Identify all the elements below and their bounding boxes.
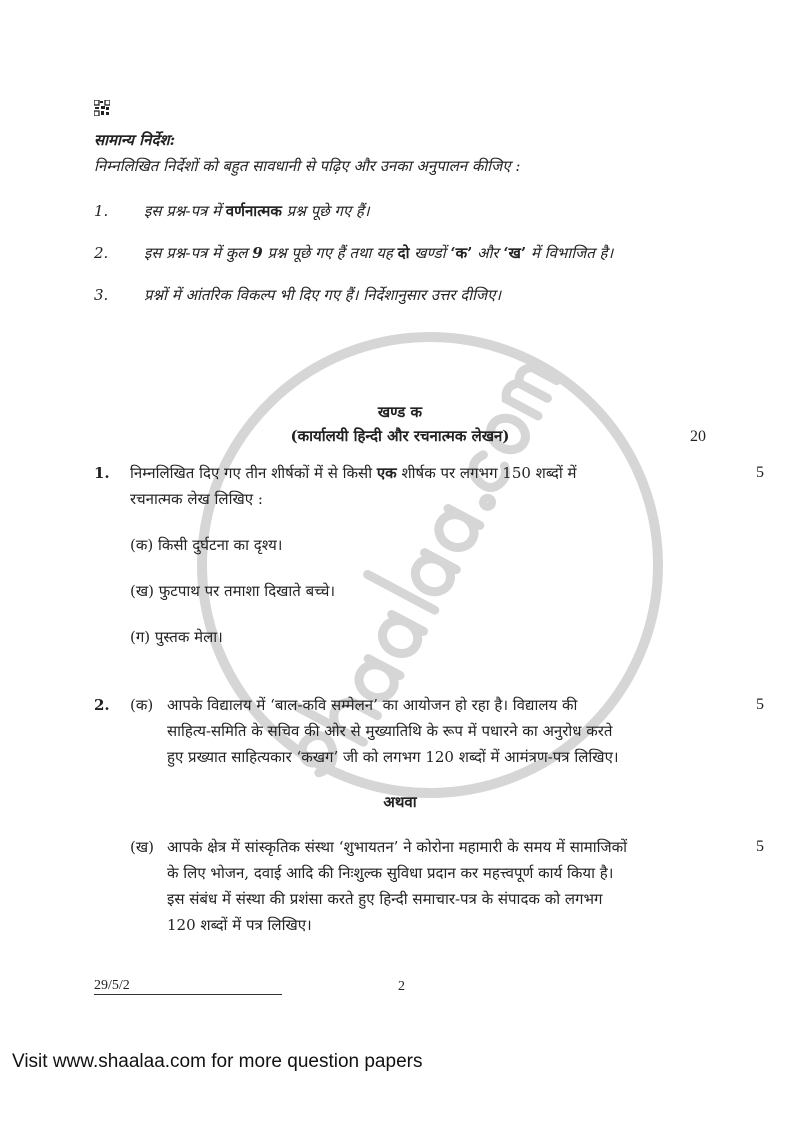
question-text: के लिए भोजन, दवाई आदि की निःशुल्क सुविधा प्रदान कर महत्त्वपूर्ण कार्य किया है। — [167, 864, 614, 882]
question-text: हुए प्रख्यात साहित्यकार ‘कखग’ जी को लगभग 120 शब्दों में आमंत्रण-पत्र लिखिए। — [167, 748, 619, 766]
instruction-item: 1. इस प्रश्न-पत्र में वर्णनात्मक प्रश्न पूछे गए हैं। — [94, 202, 370, 220]
question-2b — [0, 834, 800, 938]
question-1 — [0, 460, 800, 650]
question-text: रचनात्मक लेख लिखिए : — [130, 490, 263, 508]
instructions-intro: निम्नलिखित निर्देशों को बहुत सावधानी से पढ़िए और उनका अनुपालन कीजिए : — [94, 157, 521, 175]
question-text: 120 शब्दों में पत्र लिखिए। — [167, 916, 312, 934]
question-marks: 5 — [756, 838, 764, 855]
or-label: अथवा — [383, 793, 417, 811]
option-item: (ग) पुस्तक मेला। — [130, 628, 223, 646]
question-text: इस संबंध में संस्था की प्रशंसा करते हुए हिन्दी समाचार-पत्र के संपादक को लगभग — [167, 890, 603, 908]
question-text: आपके क्षेत्र में सांस्कृतिक संस्था ‘शुभायतन’ ने कोरोना महामारी के समय में सामाजिकों — [167, 838, 628, 856]
question-marks: 5 — [756, 464, 764, 481]
instruction-item: 3. प्रश्नों में आंतरिक विकल्प भी दिए गए हैं। निर्देशानुसार उत्तर दीजिए। — [94, 286, 502, 304]
option-item: (क) किसी दुर्घटना का दृश्य। — [130, 536, 283, 554]
qr-code-icon — [94, 100, 110, 116]
question-number: 2. — [94, 696, 110, 714]
visit-banner: Visit www.shaalaa.com for more question papers — [12, 1051, 423, 1072]
section-marks: 20 — [690, 428, 706, 445]
question-text: निम्नलिखित दिए गए तीन शीर्षकों में से किसी एक शीर्षक पर लगभग 150 शब्दों में — [130, 464, 577, 482]
page-number: 2 — [398, 979, 405, 994]
footer — [94, 978, 800, 995]
question-text: आपके विद्यालय में ‘बाल-कवि सम्मेलन’ का आयोजन हो रहा है। विद्यालय की — [167, 696, 578, 714]
section-header-row — [0, 424, 800, 450]
paper-code: 29/5/2 — [94, 978, 282, 995]
section-subtitle: (कार्यालयी हिन्दी और रचनात्मक लेखन) — [290, 427, 510, 445]
question-number: 1. — [94, 464, 110, 482]
question-marks: 5 — [756, 696, 764, 713]
option-label: (क) — [130, 696, 154, 714]
instructions-title: सामान्य निर्देश: — [94, 131, 176, 149]
option-item: (ख) फुटपाथ पर तमाशा दिखाते बच्चे। — [130, 582, 336, 600]
question-2a — [0, 692, 800, 770]
option-label: (ख) — [130, 838, 154, 856]
instruction-item: 2. इस प्रश्न-पत्र में कुल 9 प्रश्न पूछे गए हैं तथा यह दो खण्डों ‘क’ और ‘ख’ में विभाजित है। — [94, 244, 614, 262]
section-title: खण्ड क — [377, 403, 423, 421]
question-text: साहित्य-समिति के सचिव की ओर से मुख्यातिथि के रूप में पधारने का अनुरोध करते — [167, 722, 613, 740]
